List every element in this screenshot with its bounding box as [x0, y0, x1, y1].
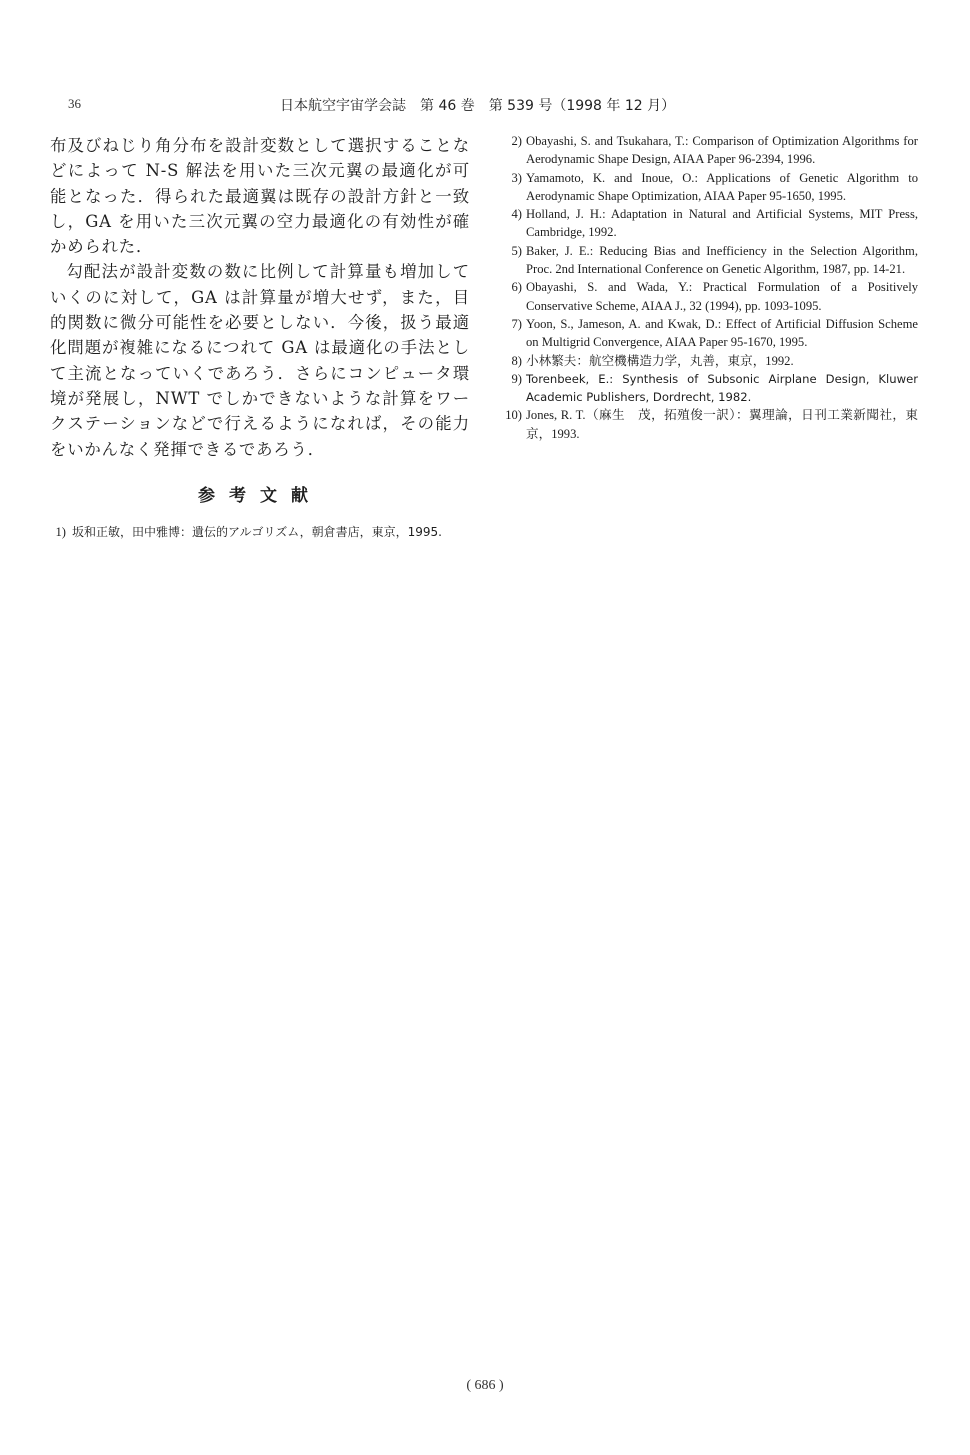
reference-number: 7) [511, 316, 522, 331]
reference-text: Torenbeek, E.: Synthesis of Subsonic Airplane Design, Kluwer Academic Publishers, Dordrecht, 1982. [526, 371, 918, 405]
reference-number: 4) [511, 207, 522, 222]
reference-text: Obayashi, S. and Wada, Y.: Practical Formulation of a Positively Conservative Scheme, AIAA J., 32 (1994), pp. 1093-1095. [526, 280, 918, 313]
reference-number: 1) [55, 524, 66, 539]
reference-number: 6) [511, 280, 522, 295]
footer-page-code: ( 686 ) [466, 1378, 504, 1393]
reference-number: 2) [511, 134, 522, 148]
reference-text: 小林繁夫：航空機構造力学，丸善，東京，1992. [526, 353, 794, 368]
body-paragraph: 勾配法が設計変数の数に比例して計算量も増加していくのに対して，GA は計算量が増大せず，また，目的関数に微分可能性を必要としない．今後，扱う最適化問題が複雑になるにつれて GA は最適化の手法として主流となっていくであろう．さらにコンピュータ環境が発展し，NWT でしかできないような計算をワークステーションなどで行えるようになれば，その能力をいかんなく発揮できるであろう． [50, 262, 470, 459]
reference-text: Obayashi, S. and Tsukahara, T.: Comparison of Optimization Algorithms for Aerodynamic Shape Design, AIAA Paper 96-2394, 1996. [526, 134, 918, 167]
right-column [498, 132, 918, 443]
left-column [50, 133, 470, 541]
reference-item [498, 278, 918, 315]
body-paragraph: 布及びねじり角分布を設計変数として選択することなどによって N-S 解法を用いた三次元翼の最適化が可能となった．得られた最適翼は既存の設計方針と一致し，GA を用いた三次元翼の空力最適化の有効性が確かめられた． [50, 136, 470, 257]
reference-item [50, 523, 470, 541]
reference-text: Yamamoto, K. and Inoue, O.: Applications of Genetic Algorithm to Aerodynamic Shape Optimization, AIAA Paper 95-1650, 1995. [526, 170, 918, 203]
reference-item [498, 169, 918, 206]
reference-list [498, 132, 918, 443]
reference-number: 10) [505, 408, 522, 423]
reference-text: Holland, J. H.: Adaptation in Natural and Artificial Systems, MIT Press, Cambridge, 1992. [526, 207, 918, 240]
reference-text: 坂和正敏，田中雅博：遺伝的アルゴリズム，朝倉書店，東京，1995. [72, 524, 442, 539]
reference-item [498, 132, 918, 169]
journal-running-head: 日本航空宇宙学会誌 第 46 巻 第 539 号（1998 年 12 月） [280, 98, 676, 114]
reference-item [498, 370, 918, 407]
reference-number: 5) [511, 243, 522, 258]
reference-item [498, 315, 918, 352]
reference-text: Yoon, S., Jameson, A. and Kwak, D.: Effect of Artificial Diffusion Scheme on Multigrid Convergence, AIAA Paper 95-1670, 1995. [526, 316, 918, 350]
references-heading: 参考文献 [198, 485, 322, 506]
reference-list [50, 523, 470, 541]
reference-number: 8) [511, 353, 522, 368]
reference-item [498, 406, 918, 443]
reference-item [498, 352, 918, 370]
reference-item [498, 242, 918, 279]
reference-number: 3) [511, 170, 522, 185]
page-number: 36 [68, 96, 81, 111]
reference-number: 9) [511, 371, 522, 386]
reference-item [498, 205, 918, 242]
reference-text: Jones, R. T.（麻生 茂，拓殖俊一訳）：翼理論，日刊工業新聞社，東京，1993. [526, 408, 918, 441]
reference-text: Baker, J. E.: Reducing Bias and Inefficiency in the Selection Algorithm, Proc. 2nd International Conference on Genetic Algorithm, 1987, pp. 14-21. [526, 243, 918, 277]
